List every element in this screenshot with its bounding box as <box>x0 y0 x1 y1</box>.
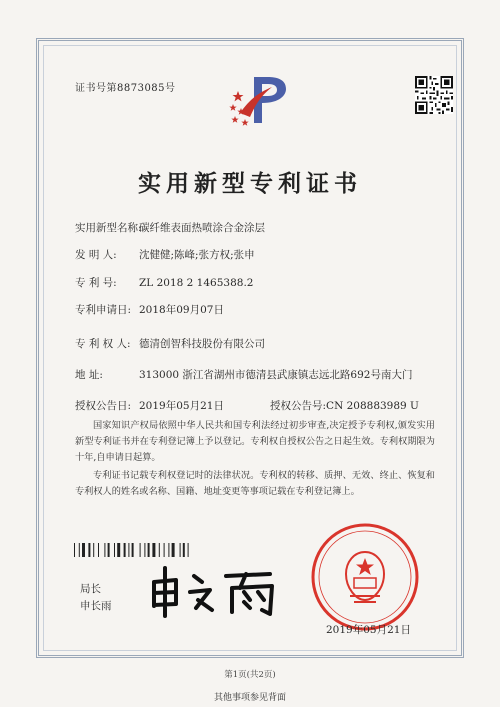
field-label: 授权公告日: <box>75 400 132 412</box>
field-label: 专 利 号: <box>75 277 117 289</box>
field-label: 实用新型名称: <box>75 222 142 234</box>
field-label: 专 利 权 人: <box>75 338 131 350</box>
footer-note: 其他事项参见背面 <box>213 693 286 703</box>
field-value: 2018年09月07日 <box>139 304 224 316</box>
field-value: 碳纤维表面热喷涂合金涂层 <box>139 222 265 234</box>
field-patent-number <box>75 275 253 290</box>
field-address <box>75 367 412 382</box>
announcement-number: 授权公告号:CN 208883989 U <box>270 400 419 412</box>
seal-date: 2019年05月21日 <box>326 624 411 636</box>
field-value: ZL 2018 2 1465388.2 <box>139 277 254 289</box>
legal-paragraph-2: 专利证书记载专利权登记时的法律状况。专利权的转移、质押、无效、终止、恢复和专利权人的姓名或名称、国籍、地址变更等事项记载在专利登记簿上。 <box>75 470 435 497</box>
page-indicator: 第1页(共2页) <box>224 670 276 680</box>
official-seal <box>310 522 420 632</box>
field-utility-model-name <box>75 220 265 235</box>
director-name: 申长雨 <box>80 600 112 612</box>
field-application-date <box>75 302 224 317</box>
field-value: 313000 浙江省湖州市德清县武康镇志远北路692号南大门 <box>139 369 413 381</box>
director-title: 局长 <box>80 583 101 595</box>
field-label: 专利申请日: <box>75 304 132 316</box>
field-value: 2019年05月21日 <box>139 400 224 412</box>
field-patentee <box>75 336 265 351</box>
field-grant-date <box>75 398 224 413</box>
legal-paragraph-1: 国家知识产权局依照中华人民共和国专利法经过初步审查,决定授予专利权,颁发实用新型专利证书并在专利登记簿上予以登记。专利权自授权公告之日起生效。专利权期限为十年,自申请日起算。 <box>75 420 435 463</box>
barcode-icon <box>74 543 224 557</box>
field-inventors <box>75 247 255 262</box>
field-label: 地 址: <box>75 369 103 381</box>
director-signature <box>146 562 286 620</box>
field-value: 沈健健;陈峰;张方权;张申 <box>139 249 255 261</box>
field-label: 发 明 人: <box>75 249 117 261</box>
cnipa-logo-icon <box>228 73 290 129</box>
field-value: 德清创智科技股份有限公司 <box>139 338 265 350</box>
qr-code-icon <box>415 76 453 114</box>
certificate-title: 实用新型专利证书 <box>138 170 362 197</box>
certificate-number: 证书号第8873085号 <box>75 83 176 94</box>
